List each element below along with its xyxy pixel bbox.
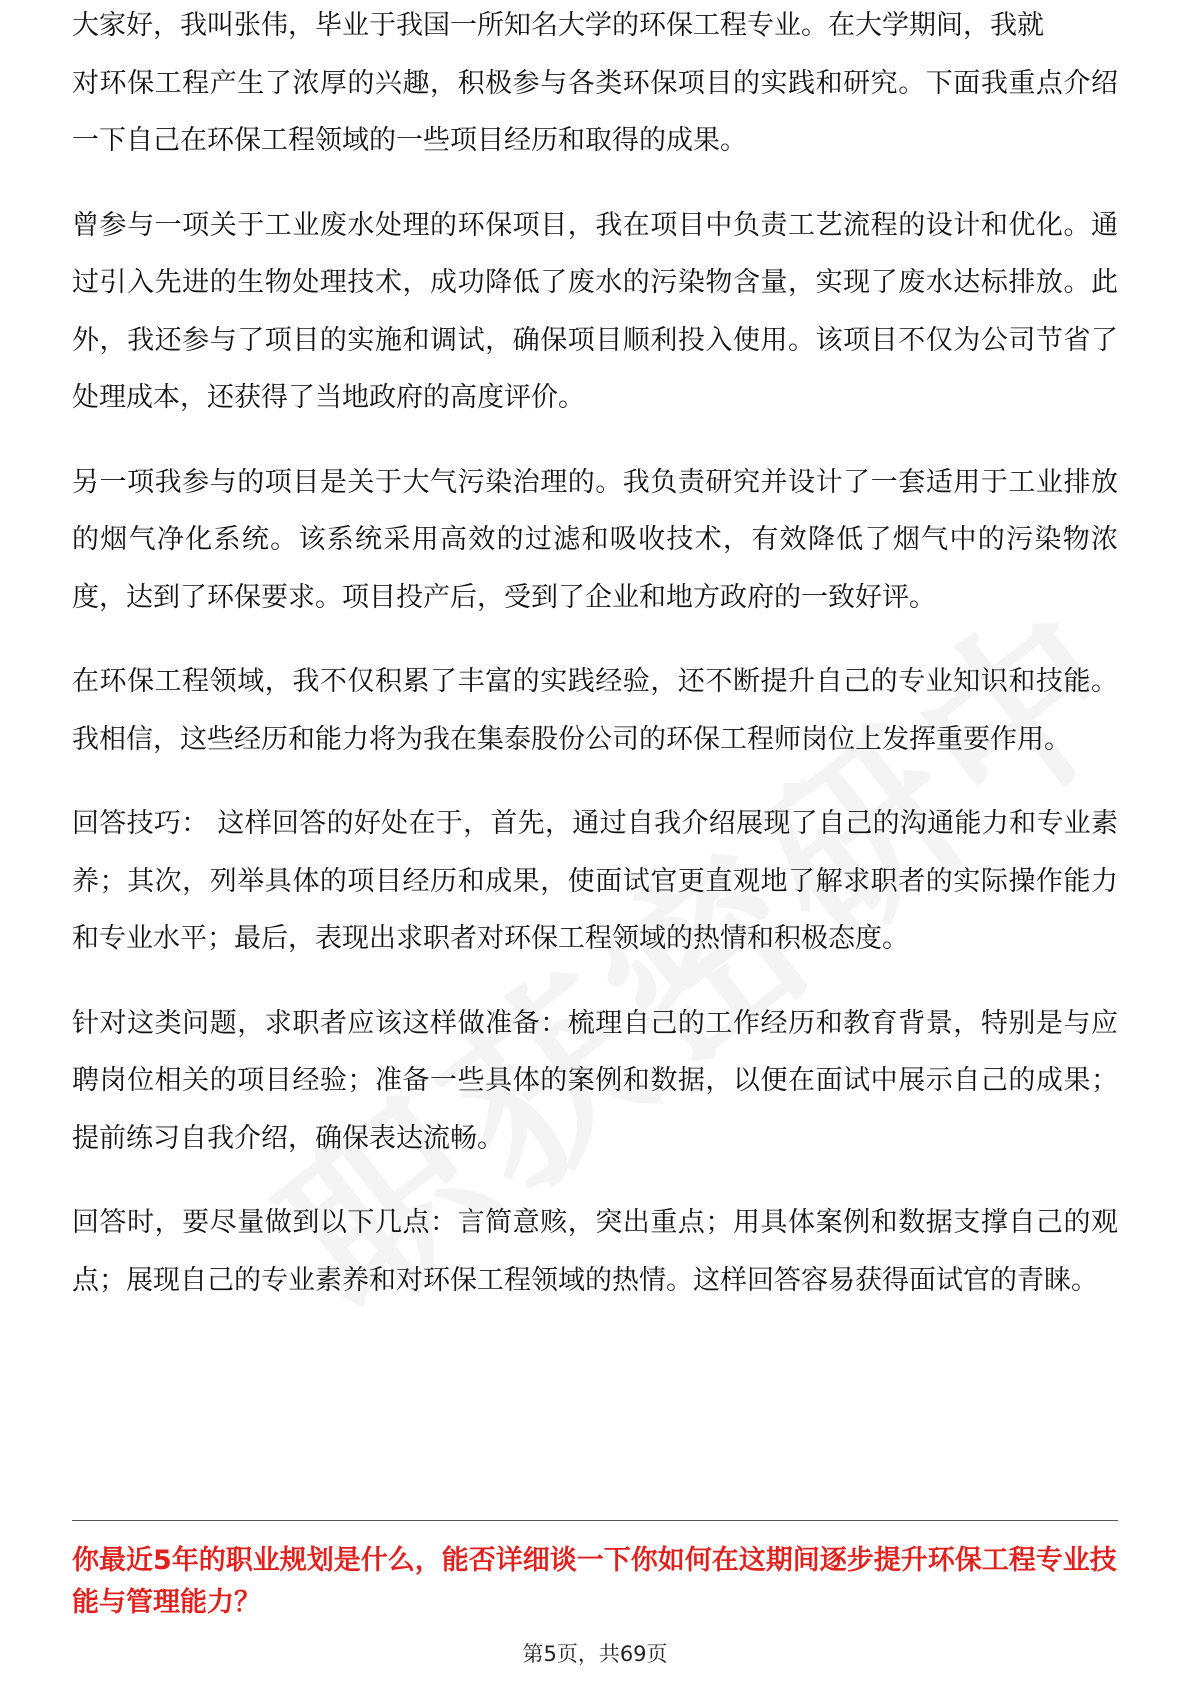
- section-divider: [72, 1520, 1118, 1521]
- page-number: 第5页，共69页: [522, 1642, 668, 1666]
- paragraph-air-pollution-project: 另一项我参与的项目是关于大气污染治理的。我负责研究并设计了一套适用于工业排放的烟气净化系统。该系统采用高效的过滤和吸收技术，有效降低了烟气中的污染物浓度，达到了环保要求。项目投产后，受到了企业和地方政府的一致好评。: [72, 466, 1118, 613]
- paragraph-answer-points: 回答时，要尽量做到以下几点：言简意赅，突出重点；用具体案例和数据支撑自己的观点；展现自己的专业素养和对环保工程领域的热情。这样回答容易获得面试官的青睐。: [72, 1207, 1118, 1296]
- paragraph-intro: 对环保工程产生了浓厚的兴趣，积极参与各类环保项目的实践和研究。下面我重点介绍一下自己在环保工程领域的一些项目经历和取得的成果。: [72, 67, 1118, 156]
- paragraph-wastewater-project: 曾参与一项关于工业废水处理的环保项目，我在项目中负责工艺流程的设计和优化。通过引入先进的生物处理技术，成功降低了废水的污染物含量，实现了废水达标排放。此外，我还参与了项目的实施和调试，确保项目顺利投入使用。该项目不仅为公司节省了处理成本，还获得了当地政府的高度评价。: [72, 209, 1118, 413]
- paragraph-experience-summary: 在环保工程领域，我不仅积累了丰富的实践经验，还不断提升自己的专业知识和技能。我相信，这些经历和能力将为我在集泰股份公司的环保工程师岗位上发挥重要作用。: [72, 666, 1118, 755]
- paragraph-preparation: 针对这类问题，求职者应该这样做准备：梳理自己的工作经历和教育背景，特别是与应聘岗位相关的项目经验；准备一些具体的案例和数据，以便在面试中展示自己的成果；提前练习自我介绍，确保表达流畅。: [72, 1007, 1118, 1154]
- paragraph-answer-tips: 回答技巧： 这样回答的好处在于，首先，通过自我介绍展现了自己的沟通能力和专业素养；其次，列举具体的项目经历和成果，使面试官更直观地了解求职者的实际操作能力和专业水平；最后，表现出求职者对环保工程领域的热情和积极态度。: [72, 808, 1118, 954]
- body-text: [72, 10, 1118, 1336]
- next-question-heading: 你最近5年的职业规划是什么，能否详细谈一下你如何在这期间逐步提升环保工程专业技能与管理能力？: [72, 1545, 1117, 1618]
- paragraph-cut-line: 大家好，我叫张伟，毕业于我国一所知名大学的环保工程专业。在大学期间，我就: [72, 10, 1044, 41]
